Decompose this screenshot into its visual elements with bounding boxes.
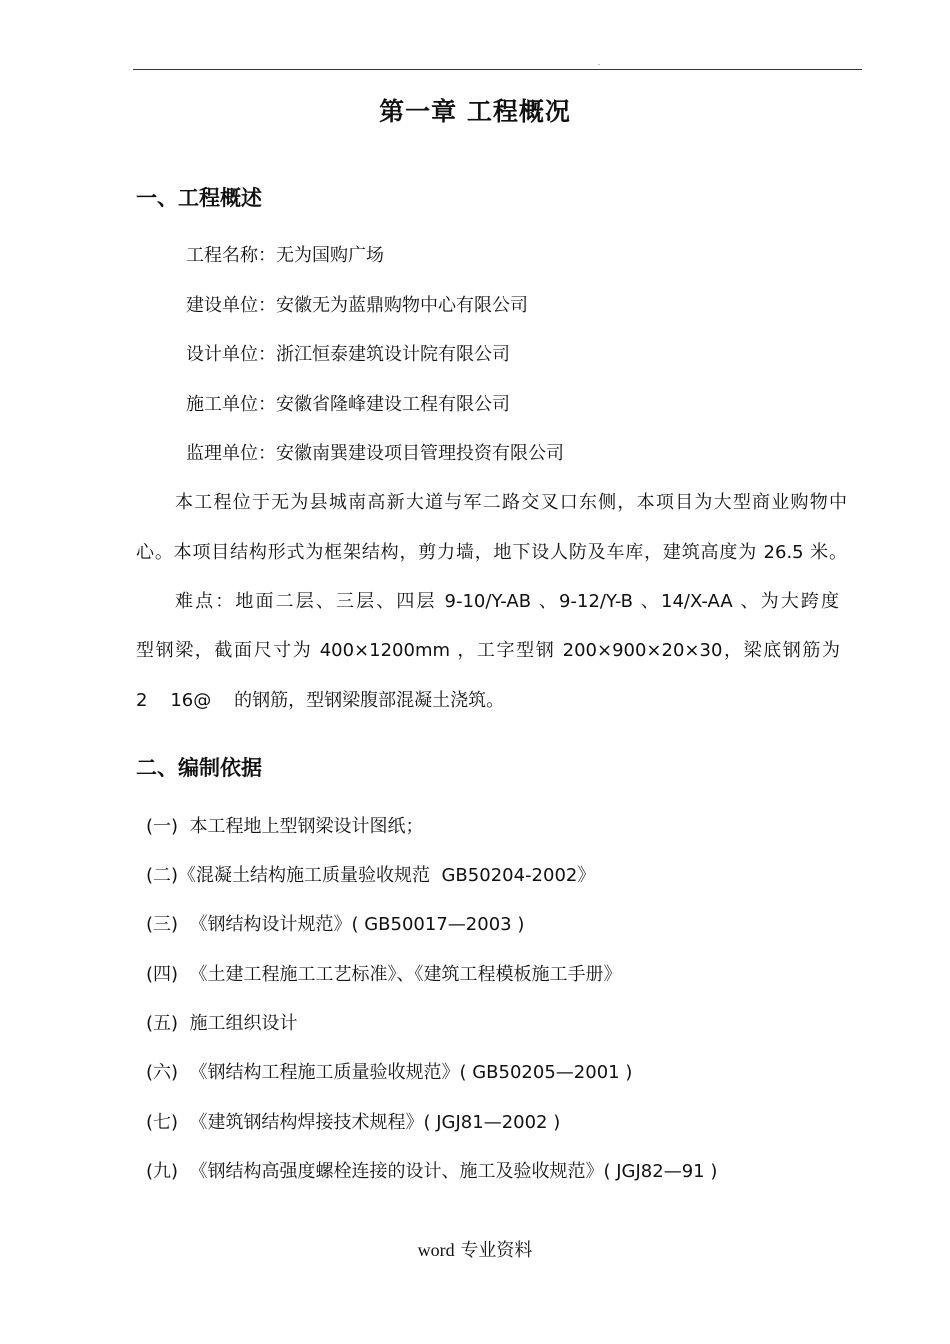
basis-item-4: (四) 《土建工程施工工艺标准》、《建筑工程模板施工手册》: [146, 964, 622, 985]
basis-item-3: (三) 《钢结构设计规范》( GB50017—2003 ): [146, 914, 525, 935]
header-rule: [133, 69, 862, 70]
basis-item-1: (一) 本工程地上型钢梁设计图纸；: [146, 816, 424, 837]
supervision-unit: 监理单位：安徽南巽建设项目管理投资有限公司: [186, 443, 564, 464]
basis-item-6: (六) 《钢结构工程施工质量验收规范》( GB50205—2001 ): [146, 1062, 633, 1083]
difficulty-paragraph-line-1: 难点：地面二层、三层、四层 9-10/Y-AB 、9-12/Y-B 、14/X-AA 、为大跨度: [175, 591, 839, 612]
basis-item-2: (二)《混凝土结构施工质量验收规范 GB50204-2002》: [146, 865, 596, 886]
builder-unit: 施工单位：安徽省隆峰建设工程有限公司: [186, 394, 510, 415]
basis-item-7: (七) 《建筑钢结构焊接技术规程》( JGJ81—2002 ): [146, 1112, 561, 1133]
location-paragraph-line-1: 本工程位于无为县城南高新大道与军二路交叉口东侧，本项目为大型商业购物中: [175, 492, 847, 513]
page-footer: [0, 1236, 950, 1262]
difficulty-paragraph-line-2: 型钢梁，截面尺寸为 400×1200mm ，工字型钢 200×900×20×30，梁底钢筋为: [136, 640, 840, 661]
section-heading-basis: 二、编制依据: [136, 756, 262, 780]
footer-text: 专业资料: [460, 1240, 533, 1261]
basis-item-9: (九) 《钢结构高强度螺栓连接的设计、施工及验收规范》( JGJ82—91 ): [146, 1161, 718, 1182]
footer-word: word: [417, 1240, 455, 1260]
section-heading-overview: 一、工程概述: [136, 186, 262, 210]
basis-item-5: (五) 施工组织设计: [146, 1013, 298, 1034]
construction-unit: 建设单位：安徽无为蓝鼎购物中心有限公司: [186, 295, 528, 316]
design-unit: 设计单位：浙江恒泰建筑设计院有限公司: [186, 344, 510, 365]
project-name: 工程名称：无为国购广场: [186, 245, 384, 266]
header-mark: .: [598, 58, 600, 67]
chapter-title: 第一章 工程概况: [379, 97, 571, 126]
location-paragraph-line-2: 心。本项目结构形式为框架结构，剪力墙，地下设人防及车库，建筑高度为 26.5 米。: [136, 542, 847, 563]
difficulty-paragraph-line-3: 2 16@ 的钢筋，型钢梁腹部混凝土浇筑。: [136, 690, 505, 711]
